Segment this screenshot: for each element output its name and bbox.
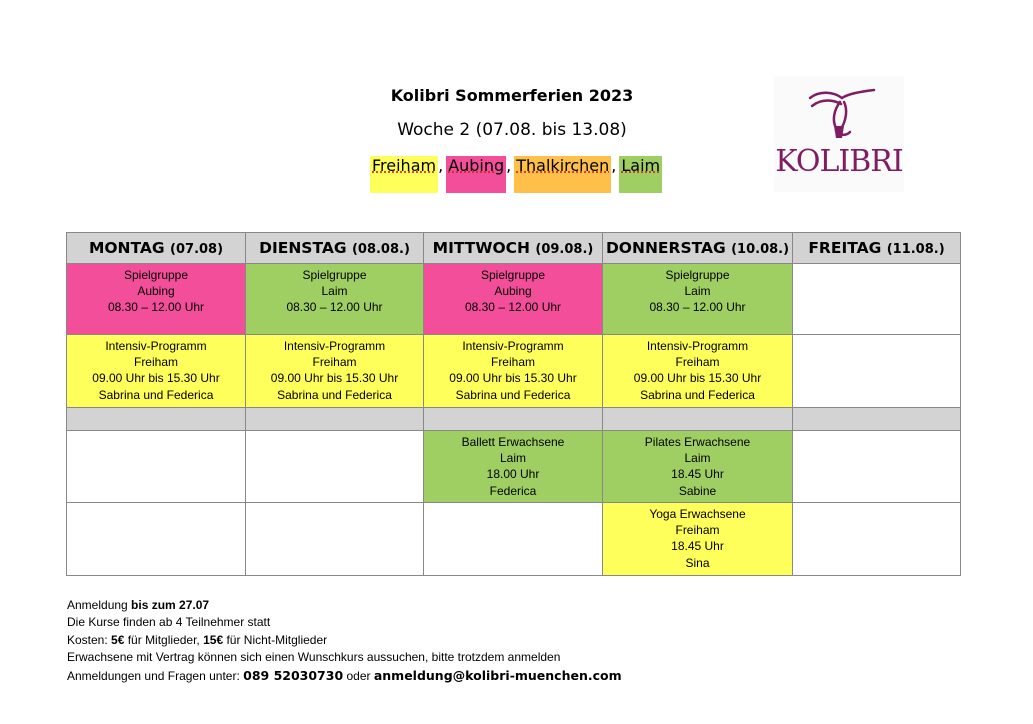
week-subtitle: Woche 2 (07.08. bis 13.08)	[397, 120, 627, 140]
course-info	[246, 264, 423, 316]
course-info	[424, 503, 602, 506]
course-line: 08.30 – 12.00 Uhr	[649, 300, 746, 315]
course-info	[246, 431, 423, 434]
email-link[interactable]: anmeldung@kolibri-muenchen.com	[373, 667, 622, 683]
hummingbird-ballet-icon	[774, 76, 904, 146]
non-member-price: 15€	[203, 632, 224, 647]
course-line: 18.45 Uhr	[671, 539, 724, 554]
course-line: Intensiv-Programm	[462, 339, 564, 353]
course-line: Aubing	[494, 284, 532, 299]
course-cell	[246, 335, 424, 408]
course-line: Freiham	[312, 355, 357, 370]
page-title: Kolibri Sommerferien 2023	[390, 86, 634, 105]
course-cell	[246, 264, 424, 335]
course-line: Laim	[684, 451, 711, 466]
course-info	[424, 431, 602, 499]
spacer-cell	[603, 408, 793, 431]
spacer-cell	[793, 408, 961, 431]
empty-cell	[424, 503, 603, 576]
course-info	[67, 503, 245, 506]
course-info	[793, 503, 960, 506]
course-line: Intensiv-Programm	[283, 339, 386, 353]
course-info	[603, 335, 792, 403]
day-name: DIENSTAG	[259, 239, 347, 257]
empty-cell	[793, 431, 961, 503]
course-cell	[603, 335, 793, 408]
day-date: (08.08.)	[351, 242, 410, 257]
course-info	[603, 264, 792, 316]
course-cell	[603, 264, 793, 335]
course-cell	[424, 264, 603, 335]
course-line: Sabrina und Federica	[277, 387, 392, 402]
course-info	[793, 335, 960, 338]
phone-number[interactable]: 089 52030730	[243, 667, 344, 683]
course-info	[67, 335, 245, 403]
course-info	[246, 503, 423, 506]
course-info	[67, 264, 245, 316]
location-separator: ,	[611, 156, 617, 175]
pricing-info	[67, 632, 622, 649]
spacer-row	[67, 408, 961, 431]
course-info	[246, 335, 423, 403]
day-name: DONNERSTAG	[605, 239, 726, 257]
course-line: 09.00 Uhr bis 15.30 Uhr	[449, 371, 577, 386]
course-line: 09.00 Uhr bis 15.30 Uhr	[633, 371, 762, 386]
logo-wordmark: KOLIBRI	[775, 144, 903, 179]
course-cell	[424, 431, 603, 503]
contact-label: Anmeldungen und Fragen unter:	[67, 668, 244, 683]
course-line: Laim	[321, 284, 348, 299]
location-aubing: Aubing	[446, 156, 506, 193]
day-name: FREITAG	[808, 239, 882, 257]
deadline-label: Anmeldung	[67, 598, 132, 612]
course-line: Freiham	[133, 355, 178, 370]
course-line: Laim	[684, 284, 711, 299]
course-cell	[424, 335, 603, 408]
course-info	[603, 431, 792, 499]
location-separator: ,	[438, 156, 444, 175]
course-cell	[67, 264, 246, 335]
empty-cell	[793, 264, 961, 335]
schedule-table	[66, 232, 961, 576]
member-label: für Mitglieder,	[124, 632, 204, 647]
registration-deadline	[67, 597, 622, 614]
course-info	[603, 503, 792, 571]
course-line: Sina	[685, 555, 710, 570]
course-line: Aubing	[137, 284, 175, 299]
course-line: 08.30 – 12.00 Uhr	[107, 300, 205, 315]
course-info	[424, 335, 602, 403]
course-line: Intensiv-Programm	[646, 339, 749, 353]
location-thalkirchen: Thalkirchen	[514, 156, 611, 193]
course-line: Laim	[499, 451, 526, 466]
course-line: 09.00 Uhr bis 15.30 Uhr	[270, 371, 399, 386]
course-cell	[603, 503, 793, 576]
location-legend	[370, 156, 662, 193]
schedule-row	[67, 335, 961, 408]
member-price: 5€	[111, 632, 125, 647]
empty-cell	[67, 431, 246, 503]
empty-cell	[793, 503, 961, 576]
course-info	[424, 264, 602, 316]
spacer-cell	[67, 408, 246, 431]
course-info	[793, 431, 960, 434]
spacer-cell	[424, 408, 603, 431]
course-line: Sabrina und Federica	[640, 387, 755, 402]
schedule-body	[67, 264, 961, 576]
location-separator: ,	[506, 156, 512, 175]
course-line: Freiham	[490, 355, 535, 370]
course-line: Federica	[489, 483, 537, 498]
course-line: 18.45 Uhr	[671, 467, 724, 482]
day-date: (10.08.)	[731, 242, 790, 257]
kolibri-logo	[774, 76, 904, 192]
location-laim: Laim	[619, 156, 662, 193]
day-header-thursday	[603, 233, 793, 264]
course-info	[793, 264, 960, 267]
course-line: Spielgruppe	[123, 268, 189, 282]
day-date: (07.08)	[170, 242, 224, 257]
course-line: 08.30 – 12.00 Uhr	[464, 300, 562, 315]
empty-cell	[246, 503, 424, 576]
price-label: Kosten:	[67, 632, 112, 647]
course-line: 09.00 Uhr bis 15.30 Uhr	[92, 371, 220, 386]
footer-info	[67, 597, 622, 685]
schedule-row	[67, 264, 961, 335]
day-header-wednesday	[424, 233, 603, 264]
contract-note: Erwachsene mit Vertrag können sich einen Wunschkurs aussuchen, bitte trotzdem anmelden	[67, 650, 561, 665]
course-line: Sabine	[678, 483, 717, 498]
schedule-row	[67, 503, 961, 576]
spacer-cell	[246, 408, 424, 431]
location-freiham: Freiham	[370, 156, 438, 193]
course-info	[67, 431, 245, 434]
contact-info	[67, 667, 622, 685]
course-line: Intensiv-Programm	[105, 339, 207, 353]
non-member-label: für Nicht-Mitglieder	[223, 632, 328, 647]
schedule-row	[67, 431, 961, 503]
empty-cell	[246, 431, 424, 503]
empty-cell	[793, 335, 961, 408]
day-date: (09.08.)	[535, 242, 594, 257]
day-header-monday	[67, 233, 246, 264]
day-name: MITTWOCH	[432, 239, 530, 257]
course-line: 18.00 Uhr	[486, 467, 540, 482]
course-line: Yoga Erwachsene	[649, 507, 746, 521]
course-line: Freiham	[675, 355, 720, 370]
deadline-date: bis zum 27.07	[131, 598, 210, 612]
contact-or: oder	[343, 668, 374, 683]
course-line: Spielgruppe	[480, 268, 546, 282]
course-line: Ballett Erwachsene	[461, 435, 565, 449]
course-line: Freiham	[675, 523, 720, 538]
course-cell	[67, 335, 246, 408]
course-line: Sabrina und Federica	[98, 387, 214, 402]
day-date: (11.08.)	[886, 242, 945, 257]
header-row	[67, 233, 961, 264]
course-line: 08.30 – 12.00 Uhr	[286, 300, 383, 315]
course-line: Spielgruppe	[665, 268, 730, 282]
day-header-friday	[793, 233, 961, 264]
course-line: Pilates Erwachsene	[644, 435, 751, 449]
course-line: Spielgruppe	[302, 268, 367, 282]
day-header-tuesday	[246, 233, 424, 264]
course-line: Sabrina und Federica	[455, 387, 571, 402]
empty-cell	[67, 503, 246, 576]
day-name: MONTAG	[88, 239, 165, 257]
min-participants-note: Die Kurse finden ab 4 Teilnehmer statt	[67, 615, 271, 630]
course-cell	[603, 431, 793, 503]
